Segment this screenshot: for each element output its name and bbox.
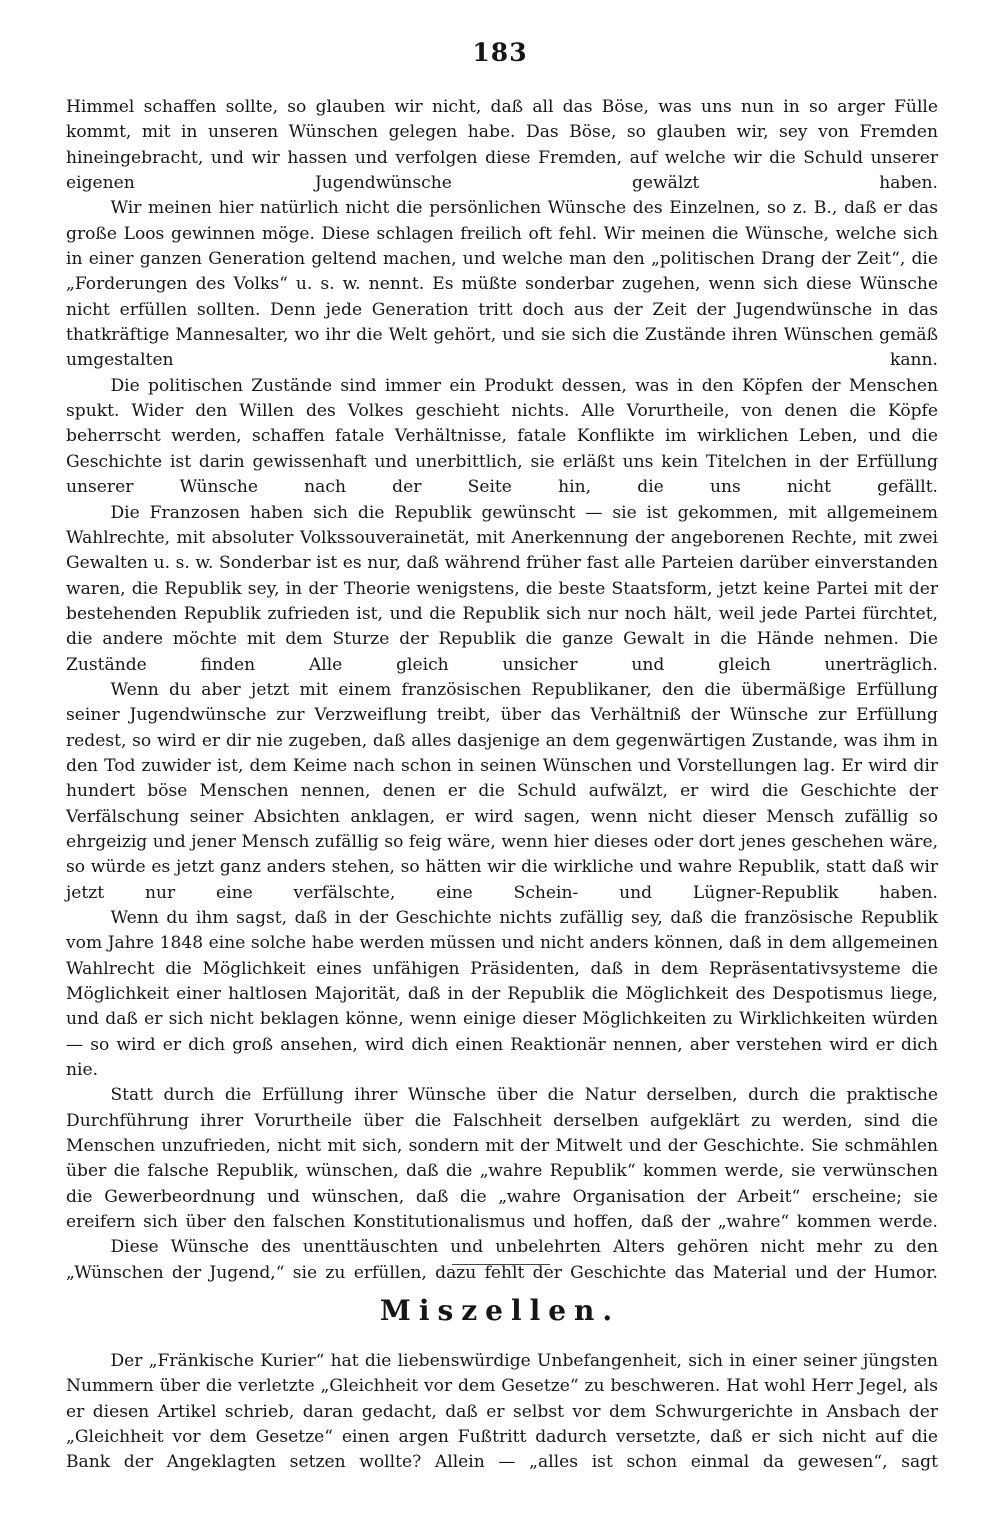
paragraph-1: Himmel schaffen sollte, so glauben wir nicht, daß all das Böse, was uns nun in so arger Fülle kommt, mit in unseren Wünschen gelegen habe. Das Böse, so glauben wir, sey von Fremden hineingebracht, und wir hassen und verfolgen diese Fremden, auf welche wir die Schuld unserer eigenen Jugendwünsche gewälzt haben. bbox=[66, 97, 938, 194]
miszellen-paragraph: Der „Fränkische Kurier“ hat die liebenswürdige Unbefangenheit, sich in einer seiner jüngsten Nummern über die verletzte „Gleichheit vor dem Gesetze“ zu beschweren. Hat wohl Herr Jegel, als er diesen Artikel schrieb, daran gedacht, daß er selbst vor dem Schwurgerichte in Ansbach der „Gleichheit vor dem Gesetze“ einen argen Fußtritt dadurch versetzte, daß er sich nicht auf die Bank der Angeklagten setzen wollte? Allein — „alles ist schon einmal da gewesen“, sagt bbox=[66, 1351, 938, 1473]
section-heading: Miszellen. bbox=[379, 1294, 621, 1327]
paragraph-8: Diese Wünsche des unenttäuschten und unbelehrten Alters gehören nicht mehr zu den „Wünschen der Jugend,“ sie zu erfüllen, dazu fehlt der Geschichte das Material und der Humor. bbox=[66, 1237, 938, 1283]
paragraph-3: Die politischen Zustände sind immer ein Produkt dessen, was in den Köpfen der Menschen spukt. Wider den Willen des Volkes geschieht nichts. Alle Vorurtheile, von denen die Köpfe beherrscht werden, schaffen fatale Verhältnisse, fatale Konflikte im wirklichen Leben, und die Geschichte ist darin gewissenhaft und unerbittlich, sie erläßt uns kein Titelchen in der Erfüllung unserer Wünsche nach der Seite hin, die uns nicht gefällt. bbox=[66, 375, 938, 498]
paragraph-4: Die Franzosen haben sich die Republik gewünscht — sie ist gekommen, mit allgemeinem Wahlrechte, mit absoluter Volkssouverainetät, mit Anerkennung der angeborenen Rechte, mit zwei Gewalten u. s. w. Sonderbar ist es nur, daß während früher fast alle Parteien darüber einverstanden waren, die Republik sey, in der Theorie wenigstens, die beste Staatsform, jetzt keine Partei mit der bestehenden Republik zufrieden ist, und die Republik sich nur noch hält, weil jede Partei fürchtet, die andere möchte mit dem Sturze der Republik die ganze Gewalt in die Hände nehmen. Die Zustände finden Alle gleich unsicher und gleich unerträglich. bbox=[66, 502, 938, 675]
paragraph-6: Wenn du ihm sagst, daß in der Geschichte nichts zufällig sey, daß die französische Republik vom Jahre 1848 eine solche habe werden müssen und nicht anders können, daß in dem allgemeinen Wahlrecht die Möglichkeit eines unfähigen Präsidenten, daß in dem Repräsentativsysteme die Möglichkeit einer haltlosen Majorität, daß in der Republik die Möglichkeit des Despotismus liege, und daß er sich nicht beklagen könne, wenn einige dieser Möglichkeiten zu Wirklichkeiten würden — so wird er dich groß ansehen, wird dich einen Reaktionär nennen, aber verstehen wird er dich nie. bbox=[66, 908, 938, 1081]
section-divider bbox=[452, 1264, 550, 1265]
article-body bbox=[66, 95, 938, 1286]
miszellen-body bbox=[66, 1349, 938, 1476]
paragraph-7: Statt durch die Erfüllung ihrer Wünsche über die Natur derselben, durch die praktische Durchführung ihrer Vorurtheile über die Falschheit derselben aufgeklärt zu werden, sind die Menschen unzufrieden, nicht mit sich, sondern mit der Mitwelt und der Geschichte. Sie schmählen über die falsche Republik, wünschen, daß die „wahre Republik“ kommen werde, sie verwünschen die Gewerbeordnung und wünschen, daß die „wahre Organisation der Arbeit“ erscheine; sie ereifern sich über den falschen Konstitutionalismus und hoffen, daß der „wahre“ kommen werde. bbox=[66, 1085, 938, 1233]
paragraph-5: Wenn du aber jetzt mit einem französischen Republikaner, den die übermäßige Erfüllung seiner Jugendwünsche zur Verzweiflung treibt, über das Verhältniß der Wünsche zur Erfüllung redest, so wird er dir nie zugeben, daß alles dasjenige an dem gegenwärtigen Zustande, was ihm in den Tod zuwider ist, dem Keime nach schon in seinen Wünschen und Vorstellungen lag. Er wird dir hundert böse Menschen nennen, denen er die Schuld aufwälzt, er wird die Geschichte der Verfälschung seiner Absichten anklagen, er wird sagen, wenn nicht dieser Mensch zufällig so ehrgeizig und jener Mensch zufällig so feig wäre, wenn hier dieses oder dort jenes geschehen wäre, so würde es jetzt ganz anders stehen, so hätten wir die wirkliche und wahre Republik, statt daß wir jetzt nur eine verfälschte, eine Schein- und Lügner-Republik haben. bbox=[66, 679, 938, 903]
page-number: 183 bbox=[472, 38, 528, 67]
paragraph-2: Wir meinen hier natürlich nicht die persönlichen Wünsche des Einzelnen, so z. B., daß er das große Loos gewinnen möge. Diese schlagen freilich oft fehl. Wir meinen die Wünsche, welche sich in einer ganzen Generation geltend machen, und welche man den „politischen Drang der Zeit“, die „Forderungen des Volks“ u. s. w. nennt. Es müßte sonderbar zugehen, wenn sich diese Wünsche nicht erfüllen sollten. Denn jede Generation tritt doch aus der Zeit der Jugendwünsche in das thatkräftige Mannesalter, wo ihr die Welt gehört, und sie sich die Zustände ihren Wünschen gemäß umgestalten kann. bbox=[66, 198, 938, 371]
